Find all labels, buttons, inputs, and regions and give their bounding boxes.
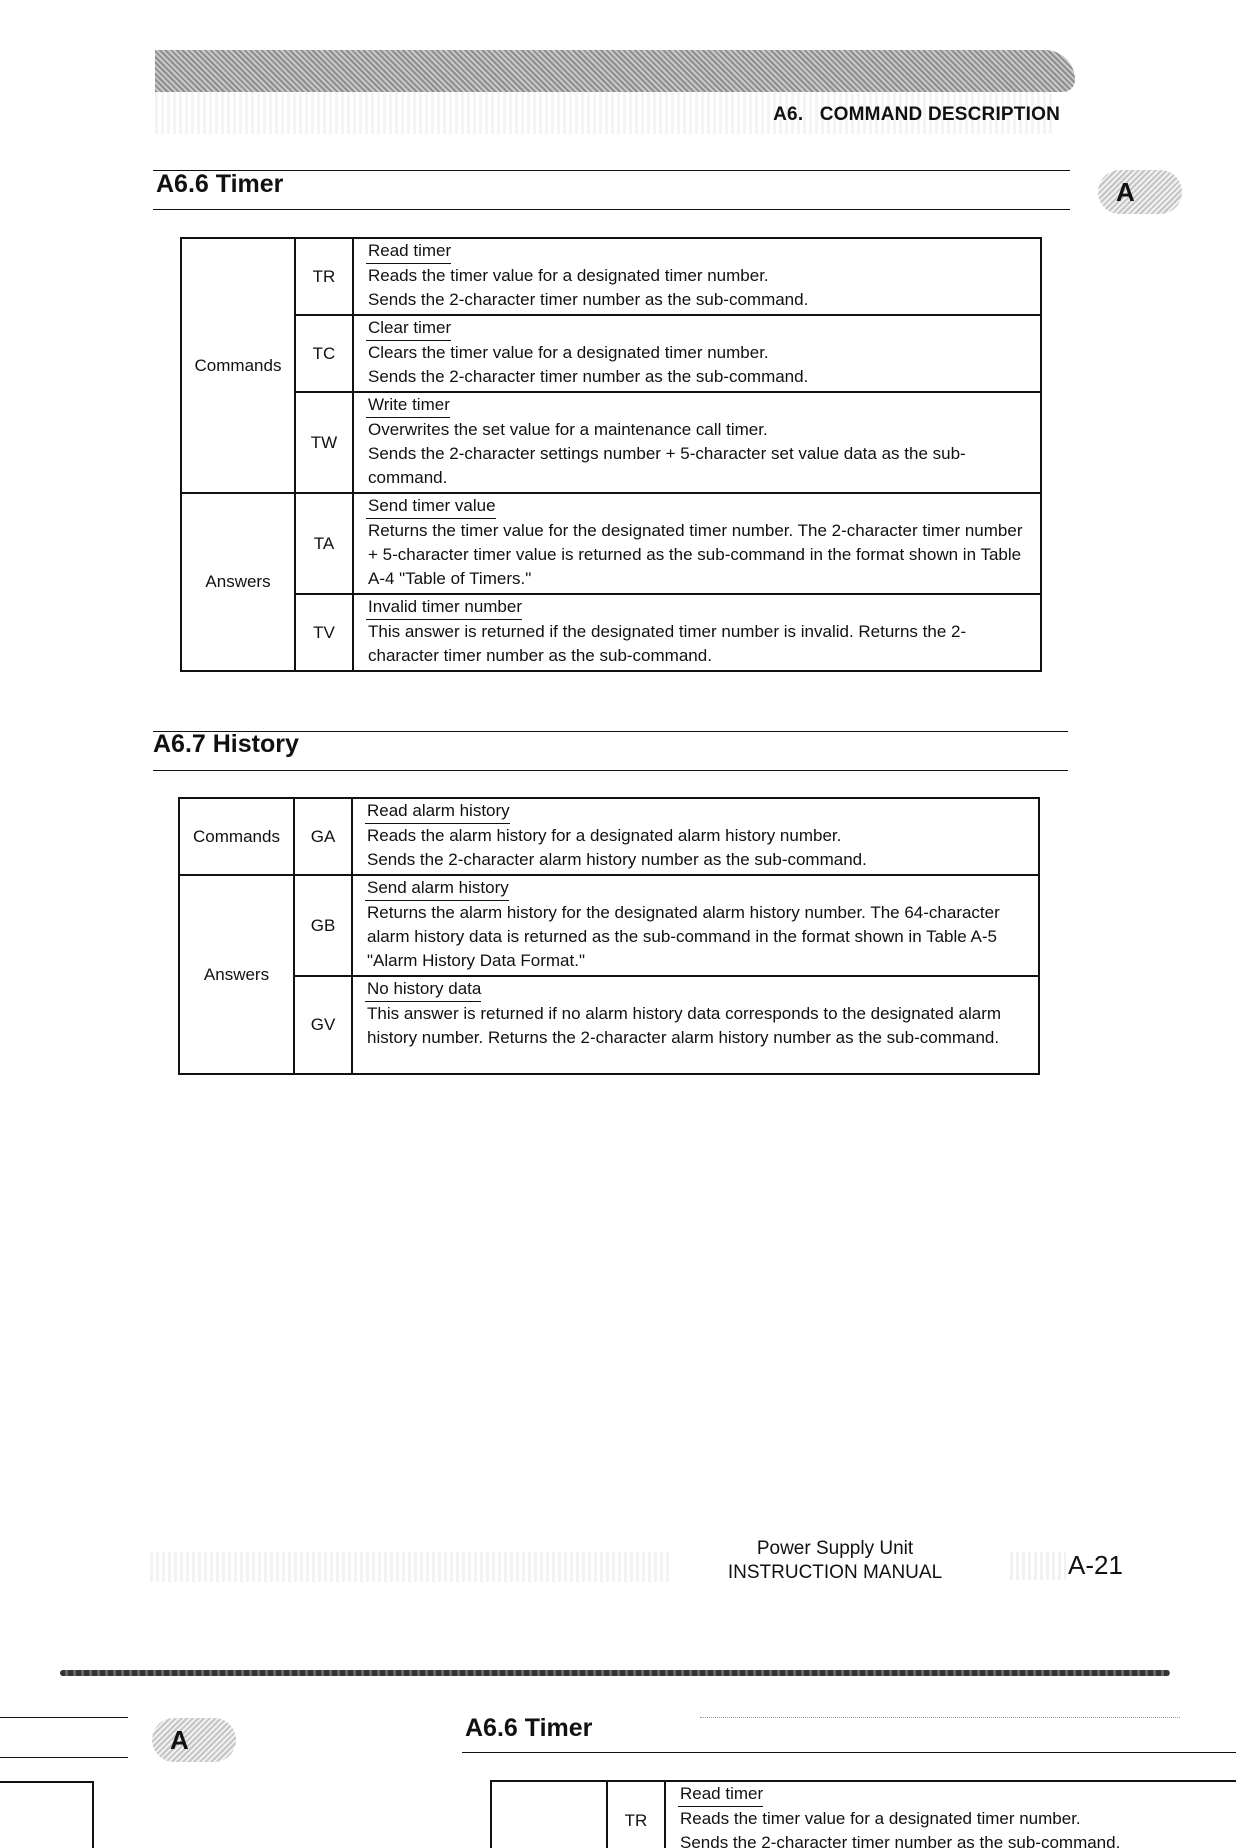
table-row: [179, 976, 1039, 1074]
header-section-number: A6.: [773, 104, 804, 125]
history-section-title: A6.7 History: [153, 730, 299, 758]
running-header: [700, 104, 1060, 126]
next-page-section-title: A6.6 Timer: [465, 1714, 593, 1742]
history-title-rule-bottom: [153, 770, 1068, 771]
description-body: Reads the alarm history for a designated alarm history number. Sends the 2-character alarm history number as the sub-command.: [367, 826, 867, 869]
page-boundary-band: [60, 1670, 1170, 1676]
command-code-tr: TR: [295, 238, 353, 315]
description-line2: Sends the 2-character timer number as the sub-command.: [680, 1833, 1121, 1848]
description-title: Read timer: [678, 1782, 763, 1807]
badge-letter: A: [170, 1724, 189, 1755]
table-row: [181, 315, 1041, 392]
next-page-title-rule: [462, 1752, 1236, 1753]
table-row: [181, 493, 1041, 594]
table-row: [181, 594, 1041, 671]
description-title: Send alarm history: [365, 876, 509, 901]
next-page-dotted-rule: [700, 1717, 1180, 1718]
command-description-tr: [665, 1781, 1236, 1848]
answer-description-ta: [353, 493, 1041, 594]
description-body: Overwrites the set value for a maintenance call timer. Sends the 2-character settings number + 5-character set value data as the sub-command.: [368, 420, 966, 487]
description-title: No history data: [365, 977, 481, 1002]
table-row: [181, 392, 1041, 493]
description-text: [368, 264, 1036, 312]
description-title: Write timer: [366, 393, 450, 418]
command-code-tr: TR: [607, 1781, 665, 1848]
command-code-ga: GA: [294, 798, 352, 875]
answer-code-tv: TV: [295, 594, 353, 671]
timer-title-rule-bottom: [153, 209, 1070, 210]
answer-description-gb: [352, 875, 1039, 976]
header-band: [155, 50, 1075, 92]
answer-description-gv: [352, 976, 1039, 1074]
appendix-a-badge: [1098, 170, 1182, 214]
answer-code-gb: GB: [294, 875, 352, 976]
table-row: [491, 1781, 1236, 1848]
description-title: Invalid timer number: [366, 595, 522, 620]
description-body: This answer is returned if no alarm history data corresponds to the designated alarm history number. Returns the 2-character alarm history number as the sub-command.: [367, 1004, 1002, 1047]
command-code-tw: TW: [295, 392, 353, 493]
next-page-left-rule-top: [0, 1717, 128, 1718]
description-line1: Reads the timer value for a designated timer number.: [680, 1809, 1081, 1828]
answer-code-ta: TA: [295, 493, 353, 594]
page-number: A-21: [1068, 1550, 1123, 1580]
description-title: Read timer: [366, 239, 451, 264]
next-page-left-rule-bottom: [0, 1757, 128, 1758]
description-body: Clears the timer value for a designated timer number. Sends the 2-character timer number as the sub-command.: [368, 343, 809, 386]
next-page-group-cell: [491, 1781, 607, 1848]
table-row: [181, 238, 1041, 315]
next-page-left-box: [0, 1781, 94, 1848]
command-code-tc: TC: [295, 315, 353, 392]
footer-product-name: [690, 1537, 980, 1585]
command-description-tw: [353, 392, 1041, 493]
table-row: [179, 875, 1039, 976]
history-commands-group-label: Commands: [179, 798, 294, 875]
timer-command-table: [180, 237, 1042, 672]
command-description-tc: [353, 315, 1041, 392]
footer-page-scan-strip: [1010, 1552, 1066, 1580]
timer-answers-group-label: Answers: [181, 493, 295, 671]
description-title: Clear timer: [366, 316, 451, 341]
description-body: This answer is returned if the designated timer number is invalid. Returns the 2-character timer number as the sub-command.: [368, 622, 967, 665]
description-body: Returns the timer value for the designated timer number. The 2-character timer number + 5-character timer value is returned as the sub-command in the format shown in Table A-4 "Table of Timers.": [368, 521, 1023, 588]
timer-section-title: A6.6 Timer: [156, 170, 284, 198]
footer-scan-strip: [150, 1552, 670, 1582]
table-row: [179, 798, 1039, 875]
history-command-table: [178, 797, 1040, 1075]
timer-title-rule-top: [153, 170, 1070, 171]
badge-letter: A: [1116, 176, 1135, 207]
answer-code-gv: GV: [294, 976, 352, 1074]
description-title: Read alarm history: [365, 799, 510, 824]
command-description-ga: [352, 798, 1039, 875]
history-answers-group-label: Answers: [179, 875, 294, 1074]
next-page-a-badge: [152, 1718, 236, 1762]
command-description-tr: [353, 238, 1041, 315]
footer-product-line2: INSTRUCTION MANUAL: [727, 1562, 943, 1583]
header-section-title: COMMAND DESCRIPTION: [819, 104, 1060, 125]
footer-product-line1: Power Supply Unit: [756, 1538, 914, 1559]
description-body: Reads the timer value for a designated timer number. Sends the 2-character timer number as the sub-command.: [368, 266, 809, 309]
description-body: Returns the alarm history for the designated alarm history number. The 64-character alarm history data is returned as the sub-command in the format shown in Table A-5 "Alarm History Data Format.": [367, 903, 1000, 970]
description-title: Send timer value: [366, 494, 496, 519]
answer-description-tv: [353, 594, 1041, 671]
timer-commands-group-label: Commands: [181, 238, 295, 493]
next-page-timer-table: [490, 1780, 1236, 1848]
